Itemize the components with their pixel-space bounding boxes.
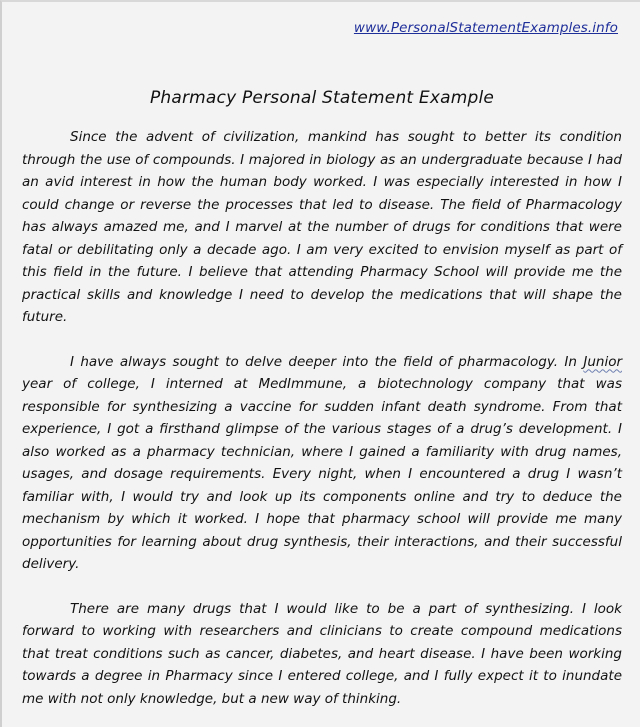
- document-body: [22, 126, 622, 710]
- spellcheck-marked-word: Junior: [583, 353, 622, 370]
- paragraph-2-text-before: I have always sought to delve deeper into the field of pharmacology. In: [70, 353, 584, 370]
- paragraph-3: There are many drugs that I would like to be a part of synthesizing. I look forward to working with researchers and clinicians to create compound medications that treat conditions such as cancer, diabetes, and heart disease. I have been working towards a degree in Pharmacy since I entered college, and I fully expect it to inundate me with not only knowledge, but a new way of thinking.: [22, 600, 622, 707]
- paragraph-1: Since the advent of civilization, mankind has sought to better its condition through the use of compounds. I majored in biology as an undergraduate because I had an avid interest in how the human body worked. I was especially interested in how I could change or reverse the processes that led to disease. The field of Pharmacology has always amazed me, and I marvel at the number of drugs for conditions that were fatal or debilitating only a decade ago. I am very excited to envision myself as part of this field in the future. I believe that attending Pharmacy School will provide me the practical skills and knowledge I need to develop the medications that will shape the future.: [22, 129, 622, 325]
- paragraph-2: [22, 351, 622, 576]
- site-link[interactable]: www.PersonalStatementExamples.info: [353, 20, 618, 36]
- document-title: Pharmacy Personal Statement Example: [149, 88, 495, 108]
- paragraph-2-text-after: year of college, I interned at MedImmune, a biotechnology company that was responsible for synthesizing a vaccine for sudden infant death syndrome. From that experience, I got a firsthand glimpse of the various stages of a drug’s development. I also worked as a pharmacy technician, where I gained a familiarity with drug names, usages, and dosage requirements. Every night, when I encountered a drug I wasn’t familiar with, I would try and look up its components online and try to deduce the mechanism by which it worked. I hope that pharmacy school will provide me many opportunities for learning about drug synthesis, their interactions, and their successful delivery.: [22, 376, 622, 572]
